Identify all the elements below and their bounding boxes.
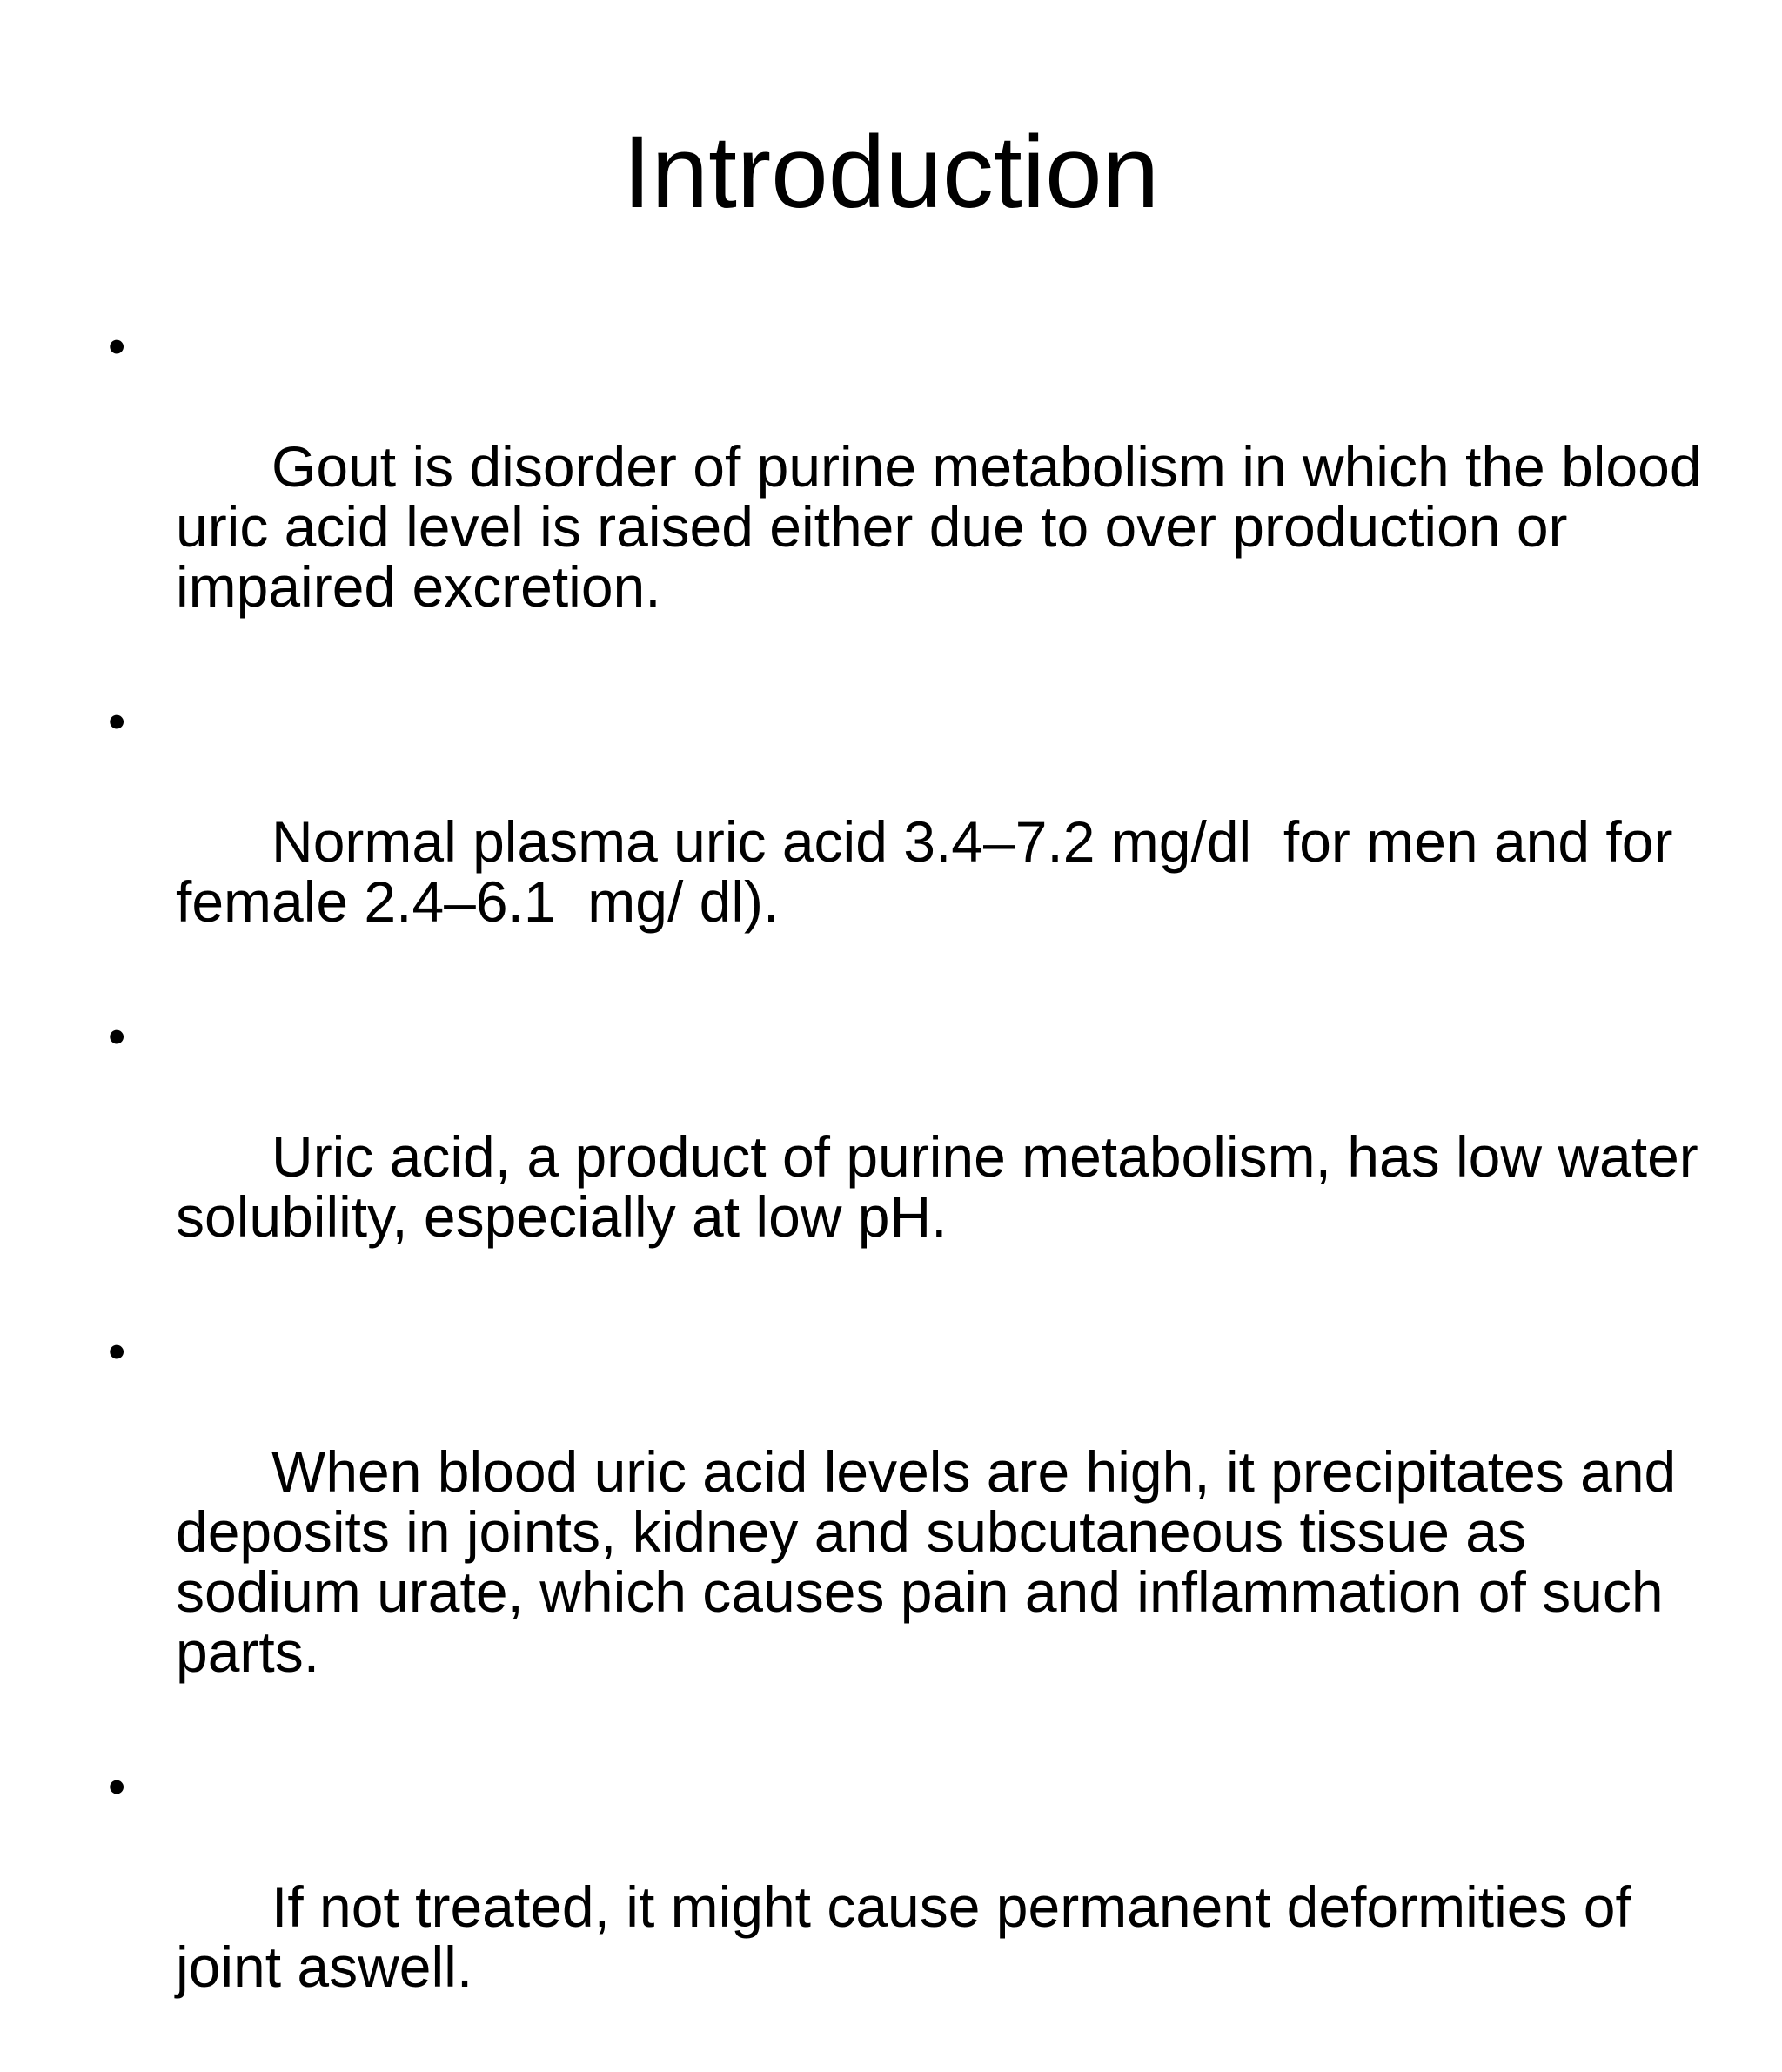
bullet-item-1 [103,317,1704,677]
bullet-icon: • [108,1324,126,1380]
bullet-text: When blood uric acid levels are high, it precipitates and deposits in joints, kidney and subcutaneous tissue as sodium urate, which causes pain and inflammation of such parts. [176,1439,1677,1684]
bullet-text: If not treated, it might cause permanent deformities of joint aswell. [176,1874,1631,1999]
bullet-text: Gout is disorder of purine metabolism in which the blood uric acid level is raised either due to over production or impaired excretion. [176,434,1702,619]
bullet-item-5 [103,1757,1704,2057]
bullet-icon: • [108,1759,126,1815]
bullet-item-2 [103,692,1704,992]
bullet-text: Normal plasma uric acid 3.4–7.2 mg/dl for men and for female 2.4–6.1 mg/ dl). [176,809,1673,934]
bullet-item-3 [103,1007,1704,1307]
bullet-list [103,317,1704,2072]
slide-title: Introduction [622,115,1160,230]
bullet-icon: • [108,319,126,375]
bullet-text: Uric acid, a product of purine metabolism, has low water solubility, especially at low pH. [176,1124,1698,1249]
bullet-icon: • [108,1009,126,1065]
bullet-icon: • [108,694,126,750]
bullet-item-4 [103,1322,1704,1742]
